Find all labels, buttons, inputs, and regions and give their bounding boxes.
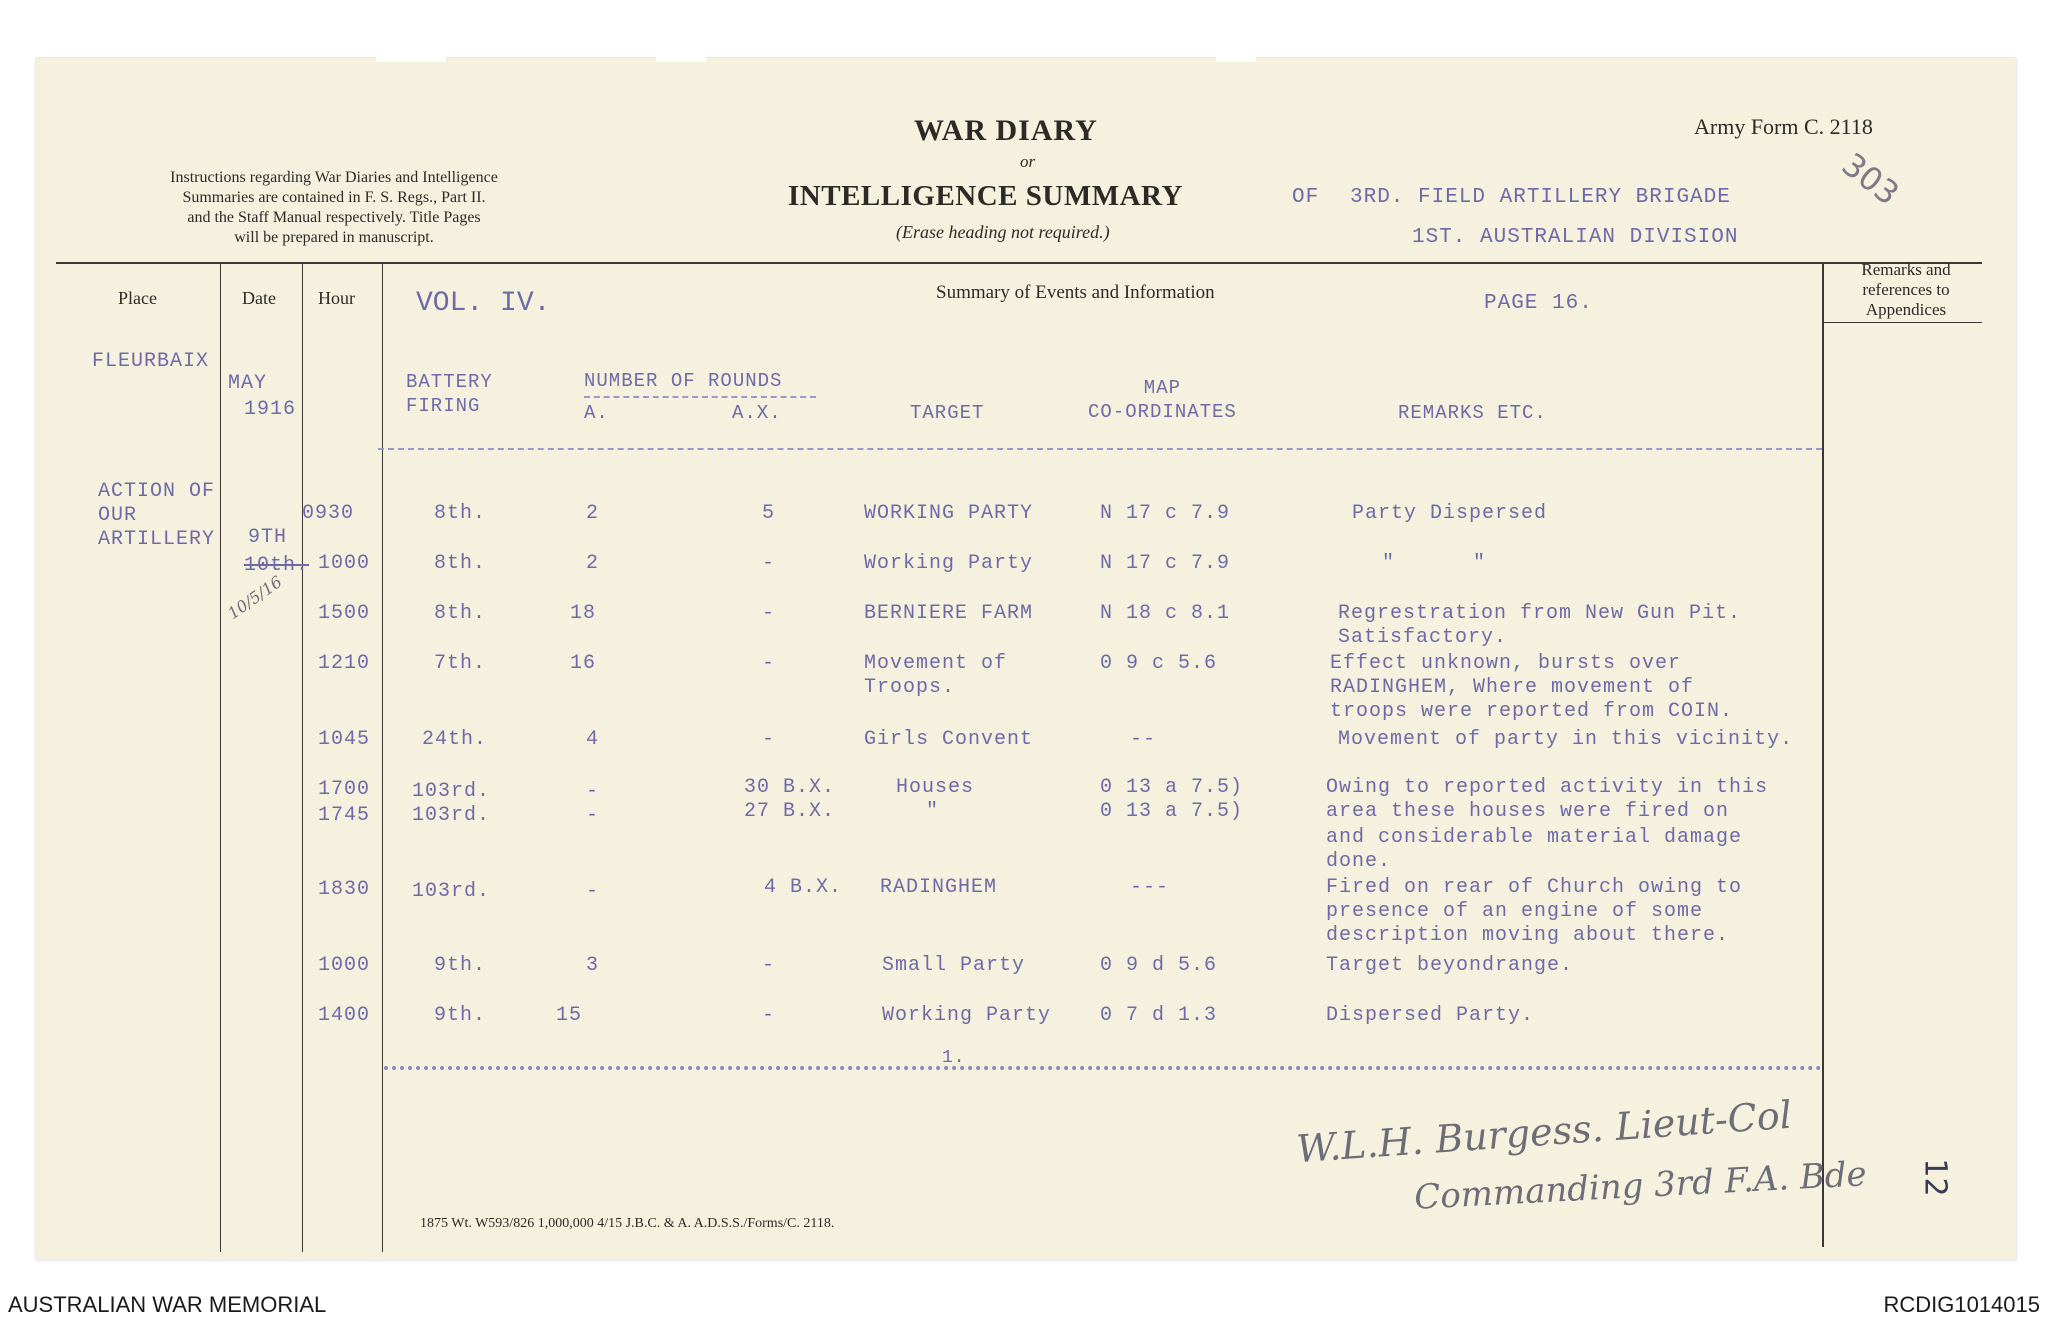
map-header-line: MAP xyxy=(1143,377,1182,399)
row-rounds-ax: - xyxy=(762,728,776,751)
footer-record-id: RCDIG1014015 xyxy=(1883,1292,2040,1317)
target-line: Working Party xyxy=(882,1004,1052,1027)
row-hour: 1400 xyxy=(318,1004,371,1027)
unit-brigade: 3RD. FIELD ARTILLERY BRIGADE xyxy=(1350,186,1731,209)
row-hour: 1000 xyxy=(318,954,371,977)
row-rounds-ax: 27 B.X. xyxy=(744,800,836,823)
remarks-column-rule xyxy=(1822,262,1824,1247)
end-dotted-rule xyxy=(384,1066,1822,1070)
date-column-rule xyxy=(302,262,303,1252)
row-rounds-ax: - xyxy=(762,954,776,977)
sheet-tear xyxy=(376,54,446,62)
row-remarks xyxy=(1326,954,1573,978)
target-line: WORKING PARTY xyxy=(864,502,1034,525)
remarks-line: area these houses were fired on xyxy=(1326,800,1730,823)
row-remarks xyxy=(1326,1004,1534,1028)
remarks-header xyxy=(1836,260,1976,320)
row-rounds-a: - xyxy=(586,804,600,827)
target-line: RADINGHEM xyxy=(880,876,998,899)
row-target xyxy=(864,652,1007,700)
date-header: Date xyxy=(242,288,276,308)
battery-header-line: FIRING xyxy=(406,395,481,417)
row-coordinates: 0 9 d 5.6 xyxy=(1100,954,1218,977)
remarks-header-line: references to xyxy=(1862,280,1950,299)
row-battery: 103rd. xyxy=(412,880,491,903)
target-line: Working Party xyxy=(864,552,1034,575)
rounds-header-rule xyxy=(584,396,816,398)
row-rounds-a: 2 xyxy=(586,552,600,575)
row-hour: 1745 xyxy=(318,804,371,827)
army-form-label: Army Form C. 2118 xyxy=(1694,114,1873,139)
row-target xyxy=(864,552,1033,576)
title-or: or xyxy=(1020,152,1036,171)
battery-firing-header xyxy=(406,370,493,418)
row-hour: 1830 xyxy=(318,878,371,901)
remarks-line: Target beyondrange. xyxy=(1326,954,1574,977)
unit-division: 1ST. AUSTRALIAN DIVISION xyxy=(1412,226,1739,249)
row-coordinates: N 18 c 8.1 xyxy=(1100,602,1231,625)
signature-title: Commanding 3rd F.A. Bde xyxy=(1413,1154,1868,1218)
row-rounds-a: 2 xyxy=(586,502,600,525)
row-target xyxy=(864,728,1033,752)
target-line: Troops. xyxy=(864,676,956,699)
row-rounds-ax: - xyxy=(762,1004,776,1027)
remarks-line: presence of an engine of some xyxy=(1326,900,1704,923)
section-label-line: ARTILLERY xyxy=(98,528,216,551)
instruction-line: and the Staff Manual respectively. Title Pages xyxy=(187,209,481,226)
remarks-header-line: Remarks and xyxy=(1861,260,1951,279)
row-coordinates: 0 13 a 7.5) xyxy=(1100,776,1244,799)
row-hour: 1000 xyxy=(318,552,371,575)
section-label xyxy=(98,480,215,552)
remarks-line: Regrestration from New Gun Pit. xyxy=(1338,602,1742,625)
target-line: BERNIERE FARM xyxy=(864,602,1034,625)
row-remarks xyxy=(1330,652,1733,724)
signature-name: W.L.H. Burgess. Lieut-Col xyxy=(1295,1092,1794,1172)
side-page-number: 12 xyxy=(1917,1158,1953,1197)
row-battery: 8th. xyxy=(434,502,487,525)
row-target xyxy=(880,876,997,900)
row-target xyxy=(882,954,1025,978)
row-target xyxy=(864,602,1033,626)
remarks-etc-header: REMARKS ETC. xyxy=(1398,402,1547,424)
ax-header: A.X. xyxy=(732,402,782,424)
row-battery: 103rd. xyxy=(412,780,491,803)
remarks-line: Effect unknown, bursts over xyxy=(1330,652,1682,675)
row-remarks xyxy=(1326,776,1768,824)
row-battery: 8th. xyxy=(434,552,487,575)
instructions-block xyxy=(104,168,564,248)
target-line: " xyxy=(926,800,940,823)
sheet-tear xyxy=(656,54,706,62)
remarks-line: done. xyxy=(1326,850,1392,873)
place-column-rule xyxy=(220,262,221,1252)
row-target xyxy=(926,800,939,824)
row-target xyxy=(896,776,974,800)
remarks-header-line: Appendices xyxy=(1865,300,1947,319)
target-line: Girls Convent xyxy=(864,728,1034,751)
row-rounds-a: - xyxy=(586,780,600,803)
row-rounds-ax: 5 xyxy=(762,502,776,525)
battery-header-line: BATTERY xyxy=(406,371,493,393)
end-mark: 1. xyxy=(942,1048,966,1068)
erase-note: (Erase heading not required.) xyxy=(896,222,1110,242)
row-rounds-ax: 4 B.X. xyxy=(764,876,843,899)
printer-imprint: 1875 Wt. W593/826 1,000,000 4/15 J.B.C. & A. A.D.S.S./Forms/C. 2118. xyxy=(420,1216,835,1231)
remarks-header-rule xyxy=(1822,322,1982,323)
margin-date-note: 10/5/16 xyxy=(224,572,286,623)
row-coordinates: 0 9 c 5.6 xyxy=(1100,652,1218,675)
war-diary-title: WAR DIARY xyxy=(914,114,1098,147)
row-rounds-ax: - xyxy=(762,652,776,675)
a-header: A. xyxy=(584,402,609,424)
date-10th: 10th. xyxy=(244,554,310,577)
row-battery: 24th. xyxy=(422,728,488,751)
remarks-line: Fired on rear of Church owing to xyxy=(1326,876,1743,899)
stamp-number: 303 xyxy=(1834,145,1907,213)
row-rounds-a: 4 xyxy=(586,728,600,751)
row-rounds-a: - xyxy=(586,880,600,903)
row-coordinates: -- xyxy=(1130,728,1157,751)
hour-header: Hour xyxy=(318,288,355,308)
remarks-line: RADINGHEM, Where movement of xyxy=(1330,676,1695,699)
page-label: PAGE 16. xyxy=(1484,292,1593,315)
row-remarks xyxy=(1338,602,1741,650)
row-coordinates: N 17 c 7.9 xyxy=(1100,502,1231,525)
row-rounds-a: 16 xyxy=(570,652,597,675)
row-hour: 0930 xyxy=(302,502,355,525)
remarks-line: Party Dispersed xyxy=(1352,502,1548,525)
summary-header: Summary of Events and Information xyxy=(936,282,1215,303)
row-hour: 1210 xyxy=(318,652,371,675)
remarks-line: Satisfactory. xyxy=(1338,626,1508,649)
row-battery: 9th. xyxy=(434,1004,487,1027)
instruction-line: Instructions regarding War Diaries and Intelligence xyxy=(170,169,498,186)
target-line: Houses xyxy=(896,776,975,799)
year-entry: 1916 xyxy=(244,398,297,421)
remarks-line: troops were reported from COIN. xyxy=(1330,700,1734,723)
table-header-rule xyxy=(378,448,1822,450)
row-remarks xyxy=(1326,876,1742,948)
target-line: Movement of xyxy=(864,652,1008,675)
intelligence-summary-title: INTELLIGENCE SUMMARY xyxy=(788,180,1183,212)
remarks-line: Movement of party in this vicinity. xyxy=(1338,728,1794,751)
row-hour: 1045 xyxy=(318,728,371,751)
row-battery: 8th. xyxy=(434,602,487,625)
header-top-rule xyxy=(56,262,1982,264)
row-coordinates: 0 13 a 7.5) xyxy=(1100,800,1244,823)
row-coordinates: N 17 c 7.9 xyxy=(1100,552,1231,575)
row-target xyxy=(882,1004,1051,1028)
map-header-line: CO-ORDINATES xyxy=(1088,401,1237,423)
rounds-header: NUMBER OF ROUNDS xyxy=(584,370,783,392)
volume-label: VOL. IV. xyxy=(416,288,551,319)
place-header: Place xyxy=(118,288,157,308)
row-target xyxy=(864,502,1033,526)
instruction-line: will be prepared in manuscript. xyxy=(234,229,434,246)
target-line: Small Party xyxy=(882,954,1026,977)
row-rounds-ax: 30 B.X. xyxy=(744,776,836,799)
hour-column-rule xyxy=(382,262,383,1252)
row-coordinates: --- xyxy=(1130,876,1170,899)
instruction-line: Summaries are contained in F. S. Regs., Part II. xyxy=(182,189,486,206)
row-remarks xyxy=(1352,502,1547,526)
date-9th: 9TH xyxy=(248,526,288,549)
remarks-line: Owing to reported activity in this xyxy=(1326,776,1769,799)
row-remarks xyxy=(1326,826,1742,874)
map-coordinates-header xyxy=(1088,376,1237,424)
row-remarks xyxy=(1382,552,1486,576)
row-rounds-a: 3 xyxy=(586,954,600,977)
month-entry: MAY xyxy=(228,372,268,395)
row-rounds-a: 18 xyxy=(570,602,597,625)
row-battery: 9th. xyxy=(434,954,487,977)
row-rounds-a: 15 xyxy=(556,1004,583,1027)
remarks-line: " " xyxy=(1382,552,1487,575)
row-coordinates: 0 7 d 1.3 xyxy=(1100,1004,1218,1027)
row-rounds-ax: - xyxy=(762,602,776,625)
target-header: TARGET xyxy=(910,402,985,424)
row-battery: 103rd. xyxy=(412,804,491,827)
section-label-line: OUR xyxy=(98,504,138,527)
row-hour: 1500 xyxy=(318,602,371,625)
remarks-line: Dispersed Party. xyxy=(1326,1004,1535,1027)
row-battery: 7th. xyxy=(434,652,487,675)
row-rounds-ax: - xyxy=(762,552,776,575)
footer-institution: AUSTRALIAN WAR MEMORIAL xyxy=(8,1292,327,1317)
row-remarks xyxy=(1338,728,1793,752)
unit-of: OF xyxy=(1292,186,1320,209)
sheet-tear xyxy=(1216,54,1256,62)
row-hour: 1700 xyxy=(318,778,371,801)
remarks-line: and considerable material damage xyxy=(1326,826,1743,849)
remarks-line: description moving about there. xyxy=(1326,924,1730,947)
place-entry: FLEURBAIX xyxy=(92,350,210,373)
section-label-line: ACTION OF xyxy=(98,480,216,503)
